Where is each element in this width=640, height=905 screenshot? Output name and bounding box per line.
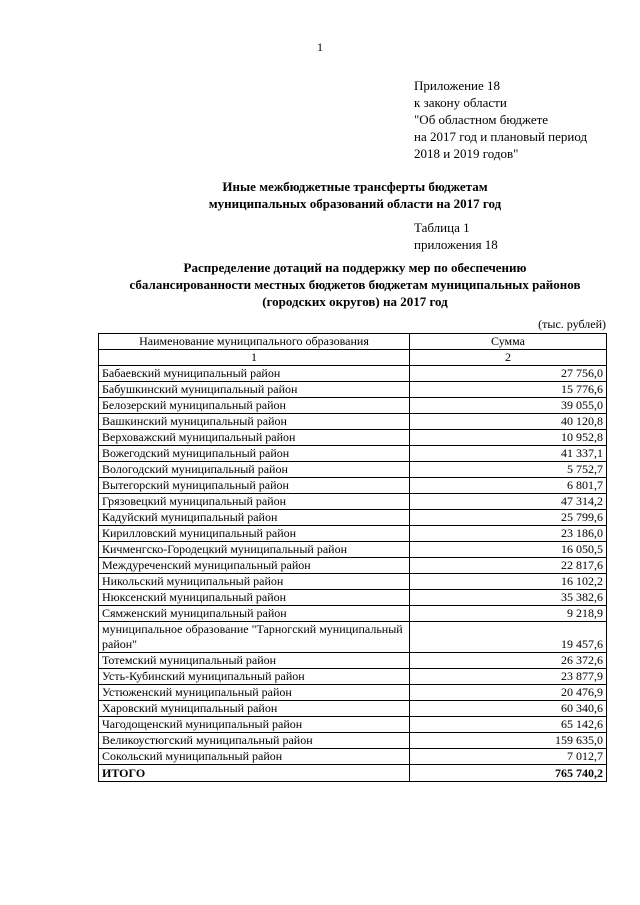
table-row: [99, 542, 607, 558]
municipality-name: муниципальное образование "Тарногский муниципальный район": [99, 622, 410, 653]
amount-cell: 16 102,2: [410, 574, 607, 590]
amount-cell: 23 877,9: [410, 669, 607, 685]
municipality-name: Сокольский муниципальный район: [99, 749, 410, 765]
municipality-name: Сямженский муниципальный район: [99, 606, 410, 622]
amount-cell: 15 776,6: [410, 382, 607, 398]
table-row: [99, 398, 607, 414]
page-number: 1: [317, 40, 323, 54]
municipality-name: Белозерский муниципальный район: [99, 398, 410, 414]
table-reference-line: Таблица 1: [414, 220, 470, 235]
table-reference: [414, 219, 498, 253]
municipality-name: Бабушкинский муниципальный район: [99, 382, 410, 398]
subsidies-table: [98, 333, 607, 782]
column-number: 1: [99, 350, 410, 366]
amount-cell: 65 142,6: [410, 717, 607, 733]
table-row: [99, 733, 607, 749]
table-row: [99, 366, 607, 382]
municipality-name: Кирилловский муниципальный район: [99, 526, 410, 542]
municipality-name: Вожегодский муниципальный район: [99, 446, 410, 462]
table-row: [99, 526, 607, 542]
amount-cell: 9 218,9: [410, 606, 607, 622]
table-row: [99, 749, 607, 765]
amount-cell: 10 952,8: [410, 430, 607, 446]
table-title-line: сбалансированности местных бюджетов бюджетам муниципальных районов: [129, 277, 581, 292]
municipality-name: Грязовецкий муниципальный район: [99, 494, 410, 510]
amount-cell: 60 340,6: [410, 701, 607, 717]
amount-cell: 39 055,0: [410, 398, 607, 414]
section-title: [120, 178, 590, 212]
section-title-line: муниципальных образований области на 2017 год: [208, 196, 502, 211]
amount-cell: 20 476,9: [410, 685, 607, 701]
table-row: [99, 653, 607, 669]
municipality-name: Вологодский муниципальный район: [99, 462, 410, 478]
table-row: [99, 382, 607, 398]
amount-cell: 25 799,6: [410, 510, 607, 526]
municipality-name: Нюксенский муниципальный район: [99, 590, 410, 606]
table-row: [99, 622, 607, 653]
table-title-line: Распределение дотаций на поддержку мер по обеспечению: [183, 260, 527, 275]
header-sum: Сумма: [410, 334, 607, 350]
header-name: Наименование муниципального образования: [99, 334, 410, 350]
table-row: [99, 669, 607, 685]
section-title-line: Иные межбюджетные трансферты бюджетам: [222, 179, 488, 194]
municipality-name: Никольский муниципальный район: [99, 574, 410, 590]
table-row: [99, 558, 607, 574]
table-row: [99, 574, 607, 590]
municipality-name: Усть-Кубинский муниципальный район: [99, 669, 410, 685]
table-row: [99, 478, 607, 494]
amount-cell: 27 756,0: [410, 366, 607, 382]
amount-cell: 19 457,6: [410, 622, 607, 653]
total-label: ИТОГО: [99, 765, 410, 782]
municipality-name: Чагодощенский муниципальный район: [99, 717, 410, 733]
amount-cell: 35 382,6: [410, 590, 607, 606]
municipality-name: Верховажский муниципальный район: [99, 430, 410, 446]
municipality-name: Великоустюгский муниципальный район: [99, 733, 410, 749]
appendix-line: к закону области: [414, 95, 507, 110]
table-row: [99, 701, 607, 717]
amount-cell: 5 752,7: [410, 462, 607, 478]
total-amount: 765 740,2: [410, 765, 607, 782]
municipality-name: Кичменгско-Городецкий муниципальный район: [99, 542, 410, 558]
municipality-name: Тотемский муниципальный район: [99, 653, 410, 669]
municipality-name: Кадуйский муниципальный район: [99, 510, 410, 526]
amount-cell: 22 817,6: [410, 558, 607, 574]
municipality-name: Устюженский муниципальный район: [99, 685, 410, 701]
table-row: [99, 494, 607, 510]
amount-cell: 40 120,8: [410, 414, 607, 430]
amount-cell: 23 186,0: [410, 526, 607, 542]
amount-cell: 7 012,7: [410, 749, 607, 765]
municipality-name: Бабаевский муниципальный район: [99, 366, 410, 382]
amount-cell: 159 635,0: [410, 733, 607, 749]
column-number-row: [99, 350, 607, 366]
table-row: [99, 414, 607, 430]
appendix-line: "Об областном бюджете: [414, 112, 549, 127]
amount-cell: 16 050,5: [410, 542, 607, 558]
table-title: [120, 259, 590, 310]
table-row: [99, 446, 607, 462]
appendix-reference: [414, 77, 587, 162]
appendix-line: Приложение 18: [414, 78, 501, 93]
units-label: (тыс. рублей): [538, 317, 606, 331]
appendix-line: на 2017 год и плановый период: [414, 129, 588, 144]
municipality-name: Междуреченский муниципальный район: [99, 558, 410, 574]
appendix-line: 2018 и 2019 годов": [414, 146, 519, 161]
amount-cell: 41 337,1: [410, 446, 607, 462]
amount-cell: 26 372,6: [410, 653, 607, 669]
municipality-name: Вытегорский муниципальный район: [99, 478, 410, 494]
municipality-name: Харовский муниципальный район: [99, 701, 410, 717]
table-header-row: [99, 334, 607, 350]
table-row: [99, 462, 607, 478]
table-row: [99, 606, 607, 622]
column-number: 2: [410, 350, 607, 366]
amount-cell: 47 314,2: [410, 494, 607, 510]
table-row: [99, 590, 607, 606]
total-row: [99, 765, 607, 782]
table-row: [99, 510, 607, 526]
table-row: [99, 430, 607, 446]
table-row: [99, 717, 607, 733]
municipality-name: Вашкинский муниципальный район: [99, 414, 410, 430]
amount-cell: 6 801,7: [410, 478, 607, 494]
table-row: [99, 685, 607, 701]
table-reference-line: приложения 18: [414, 237, 498, 252]
table-title-line: (городских округов) на 2017 год: [262, 294, 448, 309]
